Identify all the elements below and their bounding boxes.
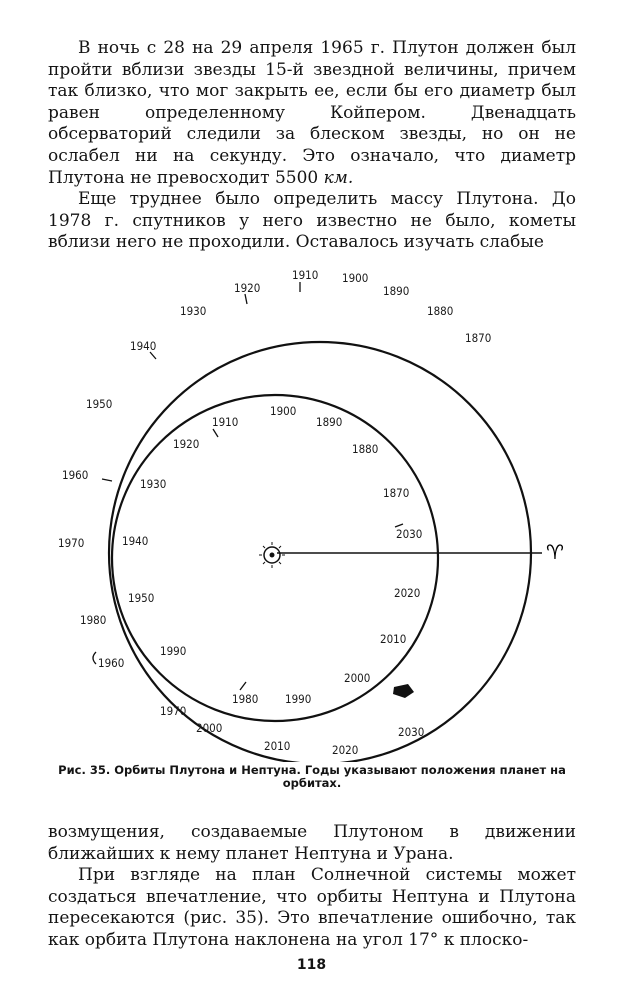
paragraph-4: При взгляде на план Солнечной системы может создаться впечатление, что орбиты Нептуна и Плутона пересекаются (рис. 35). Это впечатление ошибочно, так как орбита Плутона наклонена на угол 17° к плоско- [48, 865, 576, 950]
neptune-year-label: 1890 [316, 415, 343, 429]
neptune-year-label: 1920 [173, 437, 200, 451]
pluto-year-label: 1880 [427, 304, 454, 318]
paragraph-1: В ночь с 28 на 29 апреля 1965 г. Плутон должен был пройти вблизи звезды 15-й звездной величины, причем так близко, что мог закрыть ее, если бы его диаметр был равен определенному Койпером. Двенадцать обсерваторий следили за блеском звезды, но он не ослабел ни на секунду. Это означало, что диаметр Плутона не превосходит 5500 км. [48, 38, 576, 188]
unit-km: км. [323, 167, 354, 188]
neptune-year-label: 1870 [383, 486, 410, 500]
neptune-year-label: 1990 [285, 692, 312, 706]
pluto-year-label: 1980 [80, 613, 107, 627]
paragraph-2: Еще труднее было определить массу Плутона. До 1978 г. спутников у него известно не было, кометы вблизи него не проходили. Оставалось изучать слабые [48, 189, 576, 253]
pluto-year-label: 2020 [332, 743, 359, 757]
pluto-year-label: 2010 [264, 739, 291, 753]
page-number: 118 [296, 957, 327, 973]
neptune-year-label: 1990 [160, 644, 187, 658]
pluto-year-label: 1900 [342, 271, 369, 285]
pluto-year-label: 1930 [180, 304, 207, 318]
pluto-year-label: 1940 [130, 339, 157, 353]
paragraph-3: возмущения, создаваемые Плутоном в движении ближайших к нему планет Нептуна и Урана. [48, 822, 576, 864]
pluto-year-label: 1920 [234, 281, 261, 295]
neptune-year-label: 1900 [270, 404, 297, 418]
pluto-year-label: 1970 [160, 704, 187, 718]
pluto-year-label: 1910 [292, 268, 319, 282]
neptune-year-label: 1950 [128, 591, 155, 605]
neptune-year-label: 1930 [140, 477, 167, 491]
neptune-year-label: 2010 [380, 632, 407, 646]
neptune-year-label: 1980 [232, 692, 259, 706]
pluto-year-label: 1870 [465, 331, 492, 345]
pluto-year-label: 1890 [383, 284, 410, 298]
neptune-year-label: 1940 [122, 534, 149, 548]
sun-icon [259, 542, 285, 568]
figure-caption: Рис. 35. Орбиты Плутона и Нептуна. Годы указывают положения планет на орбитах. [58, 763, 566, 790]
pluto-year-label: 1950 [86, 397, 113, 411]
pluto-year-label: 2000 [196, 721, 223, 735]
neptune-orbit [112, 395, 438, 721]
neptune-year-label: 2030 [396, 527, 423, 541]
neptune-year-label: 1910 [212, 415, 239, 429]
pluto-year-label: 1960 [62, 468, 89, 482]
ink-blot [393, 684, 414, 698]
neptune-year-label: 2000 [344, 671, 371, 685]
pluto-orbit [109, 342, 531, 762]
pluto-year-label: 1970 [58, 536, 85, 550]
neptune-year-label: 1880 [352, 442, 379, 456]
pluto-year-label: 2030 [398, 725, 425, 739]
orbits-figure [0, 262, 623, 762]
neptune-year-label: 2020 [394, 586, 421, 600]
equinox-symbol: ♈ [546, 540, 564, 564]
pluto-year-label: 1960 [98, 656, 125, 670]
